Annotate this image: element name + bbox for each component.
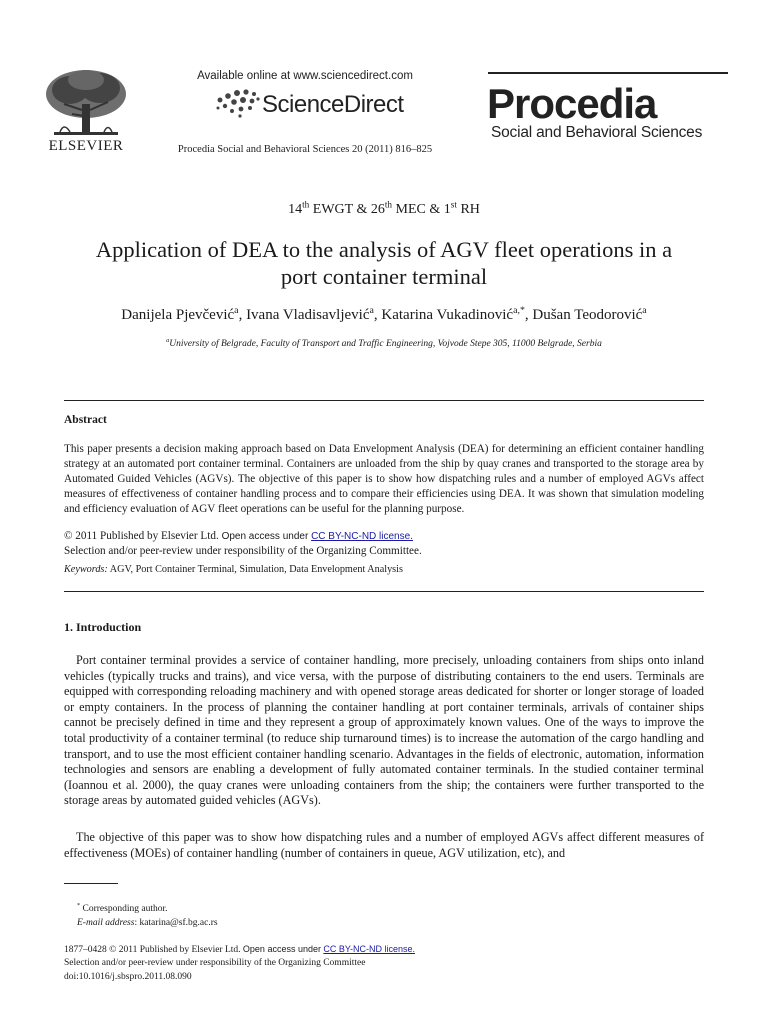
author-name: Katarina Vukadinović — [381, 307, 514, 323]
author-mark: a,* — [513, 305, 525, 316]
author-name: Ivana Vladisavljević — [246, 307, 370, 323]
open-access-text: Open access under — [221, 531, 309, 542]
paper-title-line: port container terminal — [280, 264, 488, 289]
sciencedirect-wordmark: ScienceDirect — [262, 91, 404, 118]
footer-copyright — [64, 944, 415, 955]
keywords-text: AGV, Port Container Terminal, Simulation, Data Envelopment Analysis — [109, 564, 403, 575]
keywords-line — [64, 564, 403, 575]
paper-title-line: Application of DEA to the analysis of AGV fleet operations in a — [95, 237, 673, 262]
procedia-subtitle: Social and Behavioral Sciences — [491, 124, 703, 141]
intro-paragraph-2: The objective of this paper was to show how dispatching rules and a number of employed AGVs affect different measures of effectiveness (MOEs) of container handling (number of containers in queue, AGV utilization, etc), and — [64, 830, 704, 860]
footnote-rule — [64, 883, 118, 884]
footnote-text: Corresponding author. — [80, 904, 168, 914]
footnote-corresponding — [77, 901, 168, 914]
author-mark: a — [369, 305, 374, 316]
procedia-wordmark: Procedia — [487, 80, 657, 127]
author-name: Danijela Pjevčević — [121, 307, 235, 323]
email-address: : katarina@sf.bg.ac.rs — [134, 918, 218, 928]
abstract-top-rule — [64, 400, 704, 401]
publisher-name: ELSEVIER — [48, 138, 124, 154]
affiliation-text: University of Belgrade, Faculty of Transport and Traffic Engineering, Vojvode Stepe 305, 11000 Belgrade, Serbia — [169, 339, 602, 349]
copyright-text: © 2011 Published by Elsevier Ltd. — [64, 530, 219, 542]
keywords-label: Keywords: — [64, 564, 108, 575]
email-label: E-mail address — [77, 918, 135, 928]
copyright-line — [64, 530, 413, 542]
conf-part: 14 — [288, 202, 303, 217]
footer-license-link[interactable]: CC BY-NC-ND license. — [323, 944, 416, 954]
procedia-top-rule — [488, 72, 728, 74]
conf-part: MEC & 1 — [392, 202, 451, 217]
peer-review-line: Selection and/or peer-review under responsibility of the Organizing Committee. — [64, 545, 422, 557]
license-link[interactable]: CC BY-NC-ND license. — [311, 531, 413, 542]
footer-review: Selection and/or peer-review under responsibility of the Organizing Committee — [64, 958, 366, 968]
paper-title — [64, 236, 704, 290]
abstract-heading: Abstract — [64, 414, 107, 426]
footer-open-access: Open access under — [242, 944, 321, 954]
affiliation-mark: a — [166, 336, 170, 344]
conf-sup: th — [384, 199, 393, 210]
affiliation — [40, 336, 728, 349]
author-list: Danijela Pjevčević$^a$, Ivana Vladisavljević$^a$, Katarina Vukadinović$^{a,*}$, Dušan Teodorović$^a$ — [121, 305, 647, 323]
intro-paragraph-1: Port container terminal provides a service of container handling, more precisely, unloading containers from ships onto inland vehicles (typically trucks and trains), and vice versa, with the purpose of distributing containers to the end users. Terminals are equipped with corresponding reloading machinery and with opened storage areas dedicated for shorter or longer storage of loaded or empty containers. In the process of planning the container handling at port container terminals, arrivals of container ships cannot be precisely defined in time and they represent a group of approximately known values. One of the ways to improve the total productivity of a container terminal (to reduce ship turnaround times) is to increase the automation of the cargo handling and transport, and to use the most efficient container handling scenario. Advantages in the fields of electronic, automation, information technologies and sensors are enabling a development of fully automated container terminals. In the studied container terminal (Ioannou et al. 2000), the quay cranes were unloading containers from the ship; the containers were further transported to the storage areas by automated guided vehicles (AGVs). — [64, 653, 704, 808]
journal-reference: Procedia Social and Behavioral Sciences 20 (2011) 816–825 — [177, 144, 433, 155]
author-mark: a — [642, 305, 647, 316]
conf-part: EWGT & 26 — [309, 202, 385, 217]
author-name: Dušan Teodorović — [532, 307, 643, 323]
available-online: Available online at www.sciencedirect.com — [197, 70, 413, 82]
conf-sup: st — [450, 199, 457, 210]
footer-doi[interactable]: doi:10.1016/j.sbspro.2011.08.090 — [64, 972, 192, 982]
conference-line — [0, 199, 768, 218]
conf-part: RH — [456, 202, 480, 217]
footnote-mark: * — [77, 901, 81, 909]
abstract-bottom-rule — [64, 591, 704, 592]
author-mark: a — [234, 305, 239, 316]
footnote-email — [77, 918, 218, 928]
conf-sup: th — [302, 199, 310, 210]
section-heading: 1. Introduction — [64, 620, 142, 634]
footer-issn: 1877–0428 © 2011 Published by Elsevier Ltd. — [64, 945, 241, 955]
abstract-body: This paper presents a decision making approach based on Data Envelopment Analysis (DEA) for determining an efficient container handling strategy at an automated port container terminal. Containers are unloaded from the ship by quay cranes and transported to the storage area by Automated Guided Vehicles (AGVs). The objective of this paper is to show how dispatching rules and a number of employed AGVs affect measures of effectiveness of container handling process and to compare their efficiencies using DEA. It was shown that simulation modeling and efficiency evaluation of AGV fleet operations can be useful for the planning purpose. — [64, 443, 704, 515]
